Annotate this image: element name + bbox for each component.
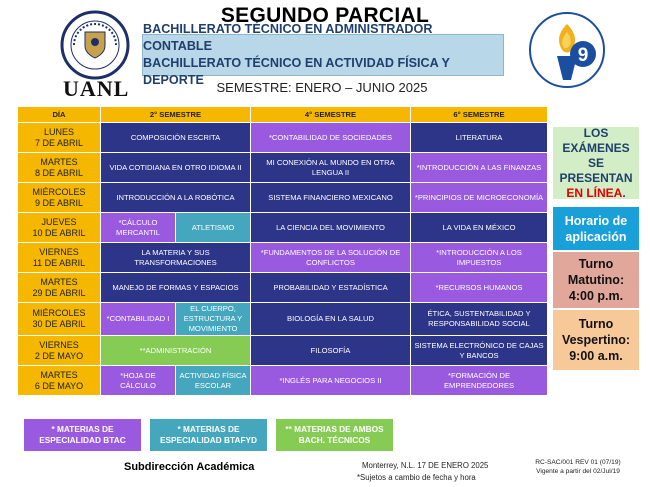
program-btafyd: BACHILLERATO TÉCNICO EN ACTIVIDAD FÍSICA Y DEPORTE (143, 56, 450, 87)
morning-shift-time: 4:00 p.m. (568, 289, 624, 303)
day-cell: MIÉRCOLES 30 DE ABRIL (18, 303, 101, 336)
prepa-number: 9 (577, 45, 589, 66)
day-cell: MARTES 8 DE ABRIL (18, 153, 101, 183)
day-cell: LUNES 7 DE ABRIL (18, 123, 101, 153)
online-period: . (622, 185, 626, 200)
online-emphasis-line (553, 186, 639, 201)
subject-cell: *FUNDAMENTOS DE LA SOLUCIÓN DE CONFLICTOS (251, 243, 411, 273)
header-6-semestre: 6° SEMESTRE (411, 107, 548, 123)
table-row (18, 303, 548, 336)
day-cell: JUEVES 10 DE ABRIL (18, 213, 101, 243)
subject-cell: ATLETISMO (176, 213, 251, 243)
table-row (18, 243, 548, 273)
subject-cell: LA CIENCIA DEL MOVIMIENTO (251, 213, 411, 243)
subject-cell: ACTIVIDAD FÍSICA ESCOLAR (176, 366, 251, 396)
table-row (18, 183, 548, 213)
subject-cell: *CONTABILIDAD I (101, 303, 176, 336)
schedule-heading: Horario de aplicación (553, 207, 639, 250)
subject-cell: FILOSOFÍA (251, 336, 411, 366)
subject-cell: SISTEMA ELECTRÓNICO DE CAJAS Y BANCOS (411, 336, 548, 366)
document-validity: Vigente a partir del 02/Jul/19 (536, 468, 620, 475)
day-cell: VIERNES 2 DE MAYO (18, 336, 101, 366)
subject-cell: EL CUERPO, ESTRUCTURA Y MOVIMIENTO (176, 303, 251, 336)
subject-cell: BIOLOGÍA EN LA SALUD (251, 303, 411, 336)
subject-cell: LITERATURA (411, 123, 548, 153)
programs-banner (142, 22, 504, 87)
subject-cell: *INGLÉS PARA NEGOCIOS II (251, 366, 411, 396)
document-revision: RC-SAC/001 REV 01 (07/19) (535, 459, 621, 466)
subject-cell: **ADMINISTRACIÓN (101, 336, 251, 366)
subject-cell: LA MATERIA Y SUS TRANSFORMACIONES (101, 243, 251, 273)
subject-cell: PROBABILIDAD Y ESTADÍSTICA (251, 273, 411, 303)
legend-both: ** MATERIAS DE AMBOS BACH. TÉCNICOS (276, 419, 393, 451)
program-btac: BACHILLERATO TÉCNICO EN ADMINISTRADOR CONTABLE (143, 22, 433, 53)
online-emphasis: EN LÍNEA (566, 185, 623, 200)
header-dia: DÍA (18, 107, 101, 123)
page-title: SEGUNDO PARCIAL (220, 4, 430, 27)
subject-cell: *CONTABILIDAD DE SOCIEDADES (251, 123, 411, 153)
day-cell: MARTES 6 DE MAYO (18, 366, 101, 396)
afternoon-shift-box (553, 310, 639, 370)
online-notice (553, 127, 639, 199)
exam-schedule-table (17, 106, 548, 396)
table-header-row (18, 107, 548, 123)
university-name: UANL (63, 76, 130, 101)
change-notice: *Sujetos a cambio de fecha y hora (357, 473, 476, 482)
subject-cell: VIDA COTIDIANA EN OTRO IDIOMA II (101, 153, 251, 183)
day-cell: VIERNES 11 DE ABRIL (18, 243, 101, 273)
subject-cell: *FORMACIÓN DE EMPRENDEDORES (411, 366, 548, 396)
online-text: LOS EXÁMENES SE PRESENTAN (559, 125, 633, 185)
day-cell: MARTES 29 DE ABRIL (18, 273, 101, 303)
subject-cell: COMPOSICIÓN ESCRITA (101, 123, 251, 153)
header-2-semestre: 2° SEMESTRE (101, 107, 251, 123)
subject-cell: *INTRODUCCIÓN A LAS FINANZAS (411, 153, 548, 183)
afternoon-shift-label: Turno Vespertino: (561, 317, 631, 347)
morning-shift-label: Turno Matutino: (567, 257, 625, 287)
table-row (18, 273, 548, 303)
document-code (523, 458, 633, 476)
subject-cell: ÉTICA, SUSTENTABILIDAD Y RESPONSABILIDAD SOCIAL (411, 303, 548, 336)
table-row (18, 153, 548, 183)
table-row (18, 336, 548, 366)
legend-btafyd: * MATERIAS DE ESPECIALIDAD BTAFYD (150, 419, 267, 451)
table-row (18, 366, 548, 396)
subject-cell: INTRODUCCIÓN A LA ROBÓTICA (101, 183, 251, 213)
subject-cell: *HOJA DE CÁLCULO (101, 366, 176, 396)
subject-cell: SISTEMA FINANCIERO MEXICANO (251, 183, 411, 213)
subject-cell: *INTRODUCCIÓN A LOS IMPUESTOS (411, 243, 548, 273)
table-row (18, 213, 548, 243)
subject-cell: *RECURSOS HUMANOS (411, 273, 548, 303)
subject-cell: MANEJO DE FORMAS Y ESPACIOS (101, 273, 251, 303)
subject-cell: *PRINCIPIOS DE MICROECONOMÍA (411, 183, 548, 213)
legend-btac: * MATERIAS DE ESPECIALIDAD BTAC (24, 419, 141, 451)
subject-cell: LA VIDA EN MÉXICO (411, 213, 548, 243)
header-4-semestre: 4° SEMESTRE (251, 107, 411, 123)
department-name: Subdirección Académica (124, 461, 255, 473)
semester-label: SEMESTRE: ENERO – JUNIO 2025 (216, 80, 428, 95)
day-cell: MIÉRCOLES 9 DE ABRIL (18, 183, 101, 213)
place-date: Monterrey, N.L. 17 DE ENERO 2025 (362, 461, 489, 470)
table-row (18, 123, 548, 153)
morning-shift-box (553, 252, 639, 308)
subject-cell: MI CONEXIÓN AL MUNDO EN OTRA LENGUA II (251, 153, 411, 183)
subject-cell: *CÁLCULO MERCANTIL (101, 213, 176, 243)
afternoon-shift-time: 9:00 a.m. (569, 349, 623, 363)
